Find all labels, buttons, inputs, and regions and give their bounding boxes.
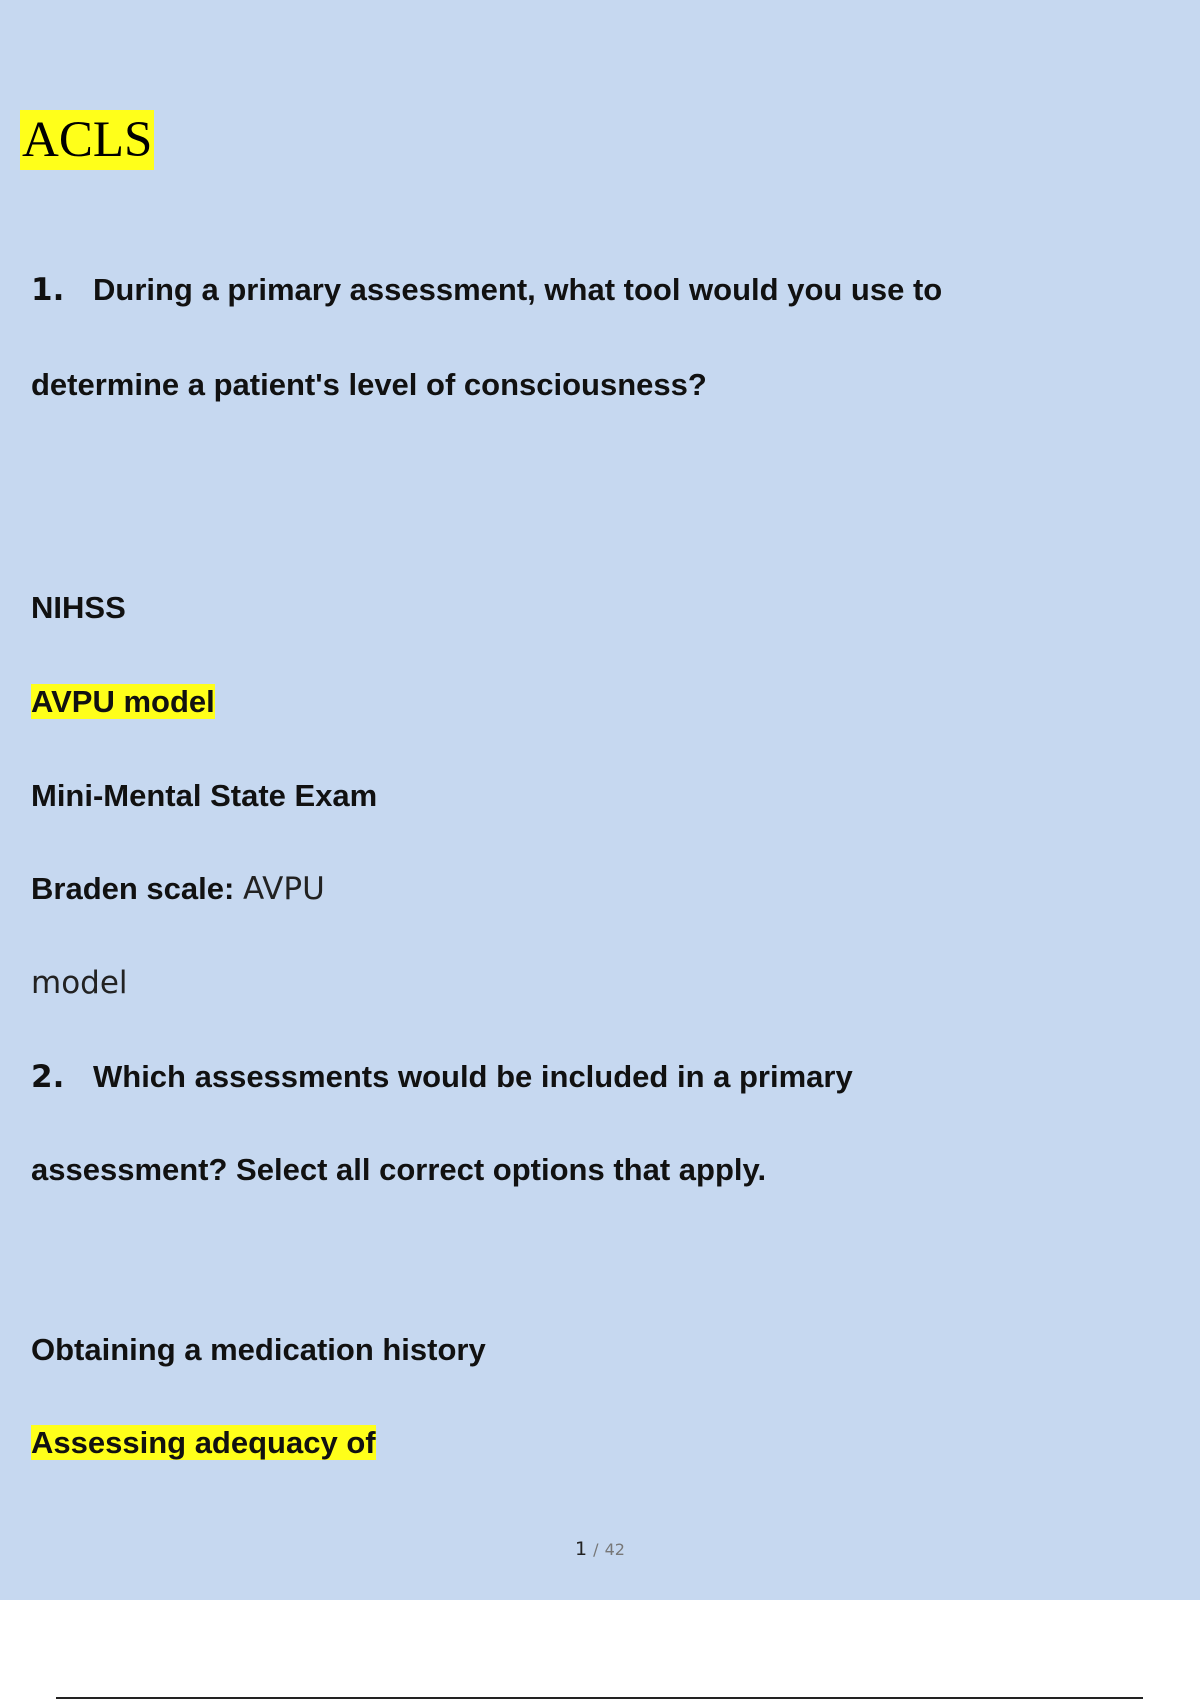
question-2-option-2-highlighted: Assessing adequacy of — [31, 1425, 376, 1460]
question-2-option-2 — [31, 1423, 376, 1463]
question-1-answer-continued: model — [31, 965, 128, 1001]
document-title: ACLS — [22, 112, 153, 168]
question-1-number: 1. — [31, 272, 65, 308]
question-1-option-2-highlighted: AVPU model — [31, 684, 215, 719]
question-2-prompt-text: Which assessments would be included in a primary — [93, 1059, 853, 1094]
page-total: 42 — [604, 1540, 625, 1559]
question-1-option-2 — [31, 682, 215, 722]
page-current: 1 — [575, 1538, 588, 1560]
question-2-prompt-line-2: assessment? Select all correct options that apply. — [31, 1152, 767, 1187]
question-1-prompt-line-1 — [31, 270, 942, 310]
question-1-option-1: NIHSS — [31, 590, 126, 625]
question-1-option-4-label: Braden scale: — [31, 871, 235, 906]
question-1-option-3: Mini-Mental State Exam — [31, 778, 378, 813]
question-1-prompt-text: During a primary assessment, what tool would you use to — [93, 272, 943, 307]
question-2-prompt-line-1 — [31, 1057, 853, 1097]
question-1-prompt-line-2: determine a patient's level of consciousness? — [31, 367, 707, 402]
question-1-answer: AVPU — [242, 871, 325, 907]
question-2-number: 2. — [31, 1059, 65, 1095]
question-1-option-4 — [31, 869, 325, 909]
page-divider — [56, 1697, 1143, 1699]
page-separator: / — [593, 1540, 599, 1559]
question-2-option-1: Obtaining a medication history — [31, 1332, 486, 1367]
page-indicator — [0, 1538, 1200, 1560]
